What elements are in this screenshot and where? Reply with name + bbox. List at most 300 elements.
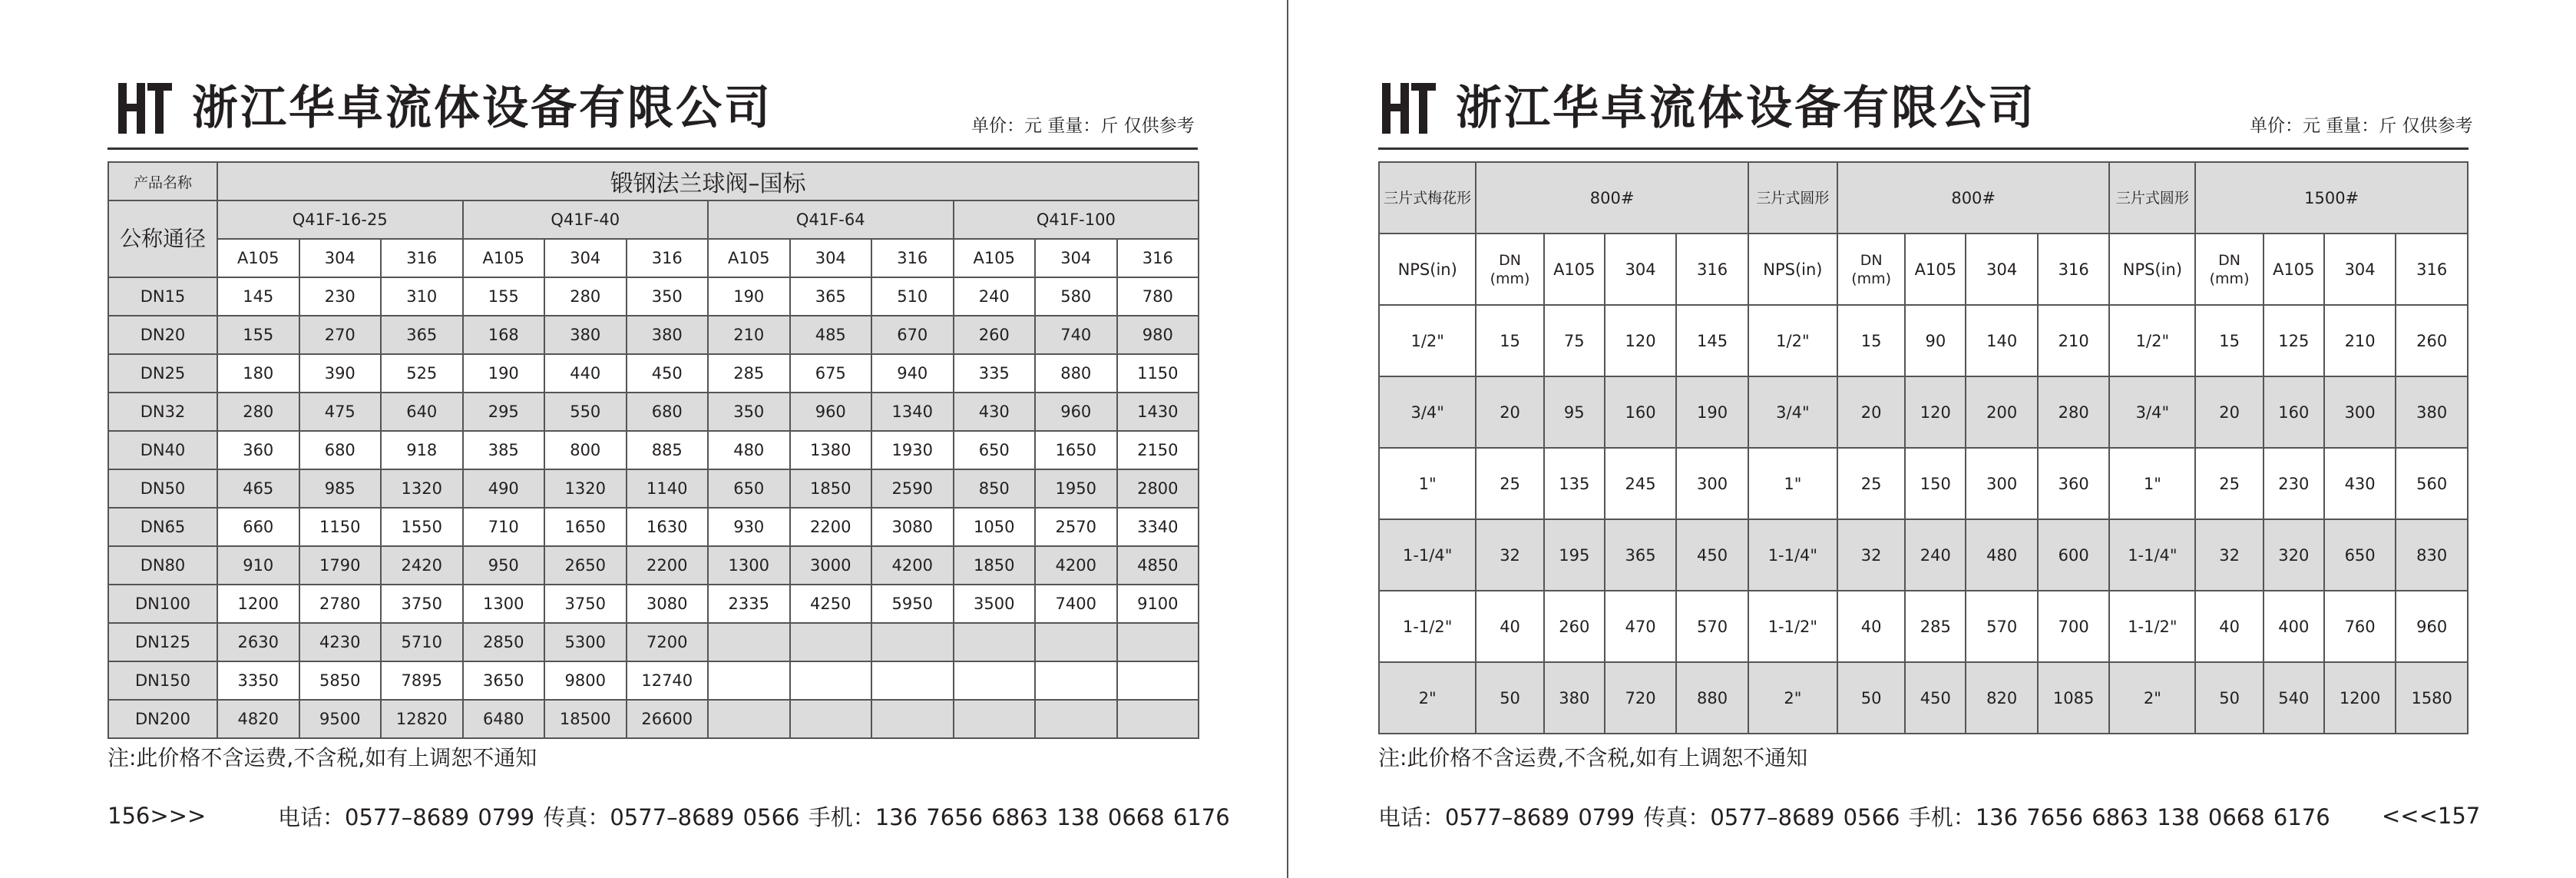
nominal-size-cell: DN65 <box>108 508 217 546</box>
price-cell: 2570 <box>1035 508 1117 546</box>
material-header: 316 <box>1676 234 1748 305</box>
price-cell: 5300 <box>544 623 627 661</box>
dn-cell: 50 <box>1837 662 1905 734</box>
nominal-size-cell: DN100 <box>108 585 217 623</box>
nps-cell: 3/4" <box>1379 376 1476 448</box>
price-cell: 670 <box>871 316 954 354</box>
price-cell: 230 <box>2264 448 2324 519</box>
model-row <box>108 200 1199 239</box>
price-cell: 540 <box>2264 662 2324 734</box>
material-header: 316 <box>1117 239 1199 277</box>
material-header: A105 <box>2264 234 2324 305</box>
price-cell: 320 <box>2264 519 2324 591</box>
price-cell: 5710 <box>381 623 463 661</box>
material-header: 316 <box>627 239 709 277</box>
price-cell: 480 <box>1966 519 2038 591</box>
material-header: 304 <box>544 239 627 277</box>
price-cell: 300 <box>2324 376 2396 448</box>
valve-type-label: 三片式圆形 <box>2109 162 2195 234</box>
price-cell: 430 <box>2324 448 2396 519</box>
price-cell <box>871 623 954 661</box>
dn-cell: 20 <box>1476 376 1543 448</box>
price-cell: 1300 <box>463 585 545 623</box>
price-cell: 465 <box>217 469 299 508</box>
price-cell: 1430 <box>1117 393 1199 431</box>
price-cell: 918 <box>381 431 463 469</box>
price-cell: 3650 <box>463 661 545 700</box>
price-cell: 850 <box>954 469 1036 508</box>
price-cell: 150 <box>1905 448 1966 519</box>
nps-cell: 3/4" <box>1748 376 1837 448</box>
price-cell: 570 <box>1676 591 1748 662</box>
price-cell: 260 <box>1544 591 1605 662</box>
price-cell: 1630 <box>627 508 709 546</box>
price-cell: 385 <box>463 431 545 469</box>
material-header: A105 <box>1905 234 1966 305</box>
nps-cell: 3/4" <box>2109 376 2195 448</box>
material-header: 304 <box>2324 234 2396 305</box>
price-cell: 135 <box>1544 448 1605 519</box>
price-cell: 430 <box>954 393 1036 431</box>
price-cell: 160 <box>2264 376 2324 448</box>
price-cell: 190 <box>1676 376 1748 448</box>
price-cell: 2630 <box>217 623 299 661</box>
price-cell: 580 <box>1035 277 1117 316</box>
price-cell: 4200 <box>871 546 954 585</box>
nps-header: NPS(in) <box>2109 234 2195 305</box>
price-cell: 120 <box>1905 376 1966 448</box>
nominal-size-cell: DN25 <box>108 354 217 393</box>
price-cell: 270 <box>299 316 382 354</box>
unit-note: 单价：元 重量：斤 仅供参考 <box>2250 116 2473 136</box>
material-header: A105 <box>954 239 1036 277</box>
price-cell: 3080 <box>627 585 709 623</box>
price-cell: 570 <box>1966 591 2038 662</box>
dn-cell: 15 <box>1476 305 1543 376</box>
dn-header: DN (mm) <box>1837 234 1905 305</box>
table-row <box>1379 591 2468 662</box>
material-header: 316 <box>871 239 954 277</box>
price-cell: 190 <box>463 354 545 393</box>
price-cell <box>871 661 954 700</box>
nominal-size-cell: DN20 <box>108 316 217 354</box>
table-row <box>108 661 1199 700</box>
nps-cell: 1/2" <box>1748 305 1837 376</box>
dn-cell: 50 <box>2195 662 2263 734</box>
material-header: 316 <box>381 239 463 277</box>
price-cell: 650 <box>708 469 790 508</box>
price-cell: 600 <box>2038 519 2110 591</box>
nominal-size-cell: DN40 <box>108 431 217 469</box>
price-cell: 230 <box>299 277 382 316</box>
price-cell: 160 <box>1605 376 1677 448</box>
price-cell: 240 <box>1905 519 1966 591</box>
model-header: Q41F-40 <box>463 200 709 239</box>
price-cell <box>790 661 872 700</box>
table-row <box>108 623 1199 661</box>
dn-cell: 32 <box>1476 519 1543 591</box>
contact-info: 电话：0577–8689 0799 传真：0577–8689 0566 手机：136 7656 6863 138 0668 6176 <box>1378 804 2330 830</box>
table-row <box>1379 376 2468 448</box>
nps-cell: 1/2" <box>2109 305 2195 376</box>
price-cell: 1320 <box>381 469 463 508</box>
table-row <box>1379 662 2468 734</box>
price-cell: 360 <box>2038 448 2110 519</box>
company-name: 浙江华卓流体设备有限公司 <box>192 81 772 135</box>
nps-cell: 1" <box>2109 448 2195 519</box>
price-cell: 2420 <box>381 546 463 585</box>
price-cell: 2590 <box>871 469 954 508</box>
price-cell: 155 <box>217 316 299 354</box>
price-cell: 3000 <box>790 546 872 585</box>
material-header: 304 <box>1605 234 1677 305</box>
dn-header: DN (mm) <box>2195 234 2263 305</box>
price-cell: 980 <box>1117 316 1199 354</box>
price-cell: 168 <box>463 316 545 354</box>
price-cell: 75 <box>1544 305 1605 376</box>
price-cell <box>1035 700 1117 738</box>
price-cell <box>871 700 954 738</box>
price-cell: 2200 <box>790 508 872 546</box>
price-cell: 140 <box>1966 305 2038 376</box>
price-cell: 4230 <box>299 623 382 661</box>
nps-cell: 1-1/4" <box>1379 519 1476 591</box>
price-note: 注:此价格不含运费,不含税,如有上调恕不通知 <box>1378 745 1808 770</box>
price-cell: 510 <box>871 277 954 316</box>
price-cell: 800 <box>544 431 627 469</box>
price-cell: 880 <box>1035 354 1117 393</box>
price-cell: 1550 <box>381 508 463 546</box>
price-cell: 310 <box>381 277 463 316</box>
price-cell: 210 <box>2324 305 2396 376</box>
price-cell: 470 <box>1605 591 1677 662</box>
price-cell: 710 <box>463 508 545 546</box>
nps-cell: 1-1/4" <box>1748 519 1837 591</box>
price-cell: 350 <box>627 277 709 316</box>
price-cell: 18500 <box>544 700 627 738</box>
pressure-class-header: 800# <box>1476 162 1748 234</box>
price-cell: 6480 <box>463 700 545 738</box>
dn-cell: 15 <box>1837 305 1905 376</box>
price-cell <box>954 700 1036 738</box>
price-cell: 12740 <box>627 661 709 700</box>
price-cell: 885 <box>627 431 709 469</box>
price-cell: 4200 <box>1035 546 1117 585</box>
price-cell: 1790 <box>299 546 382 585</box>
price-cell: 910 <box>217 546 299 585</box>
material-header: A105 <box>217 239 299 277</box>
dn-cell: 25 <box>1837 448 1905 519</box>
price-cell: 440 <box>544 354 627 393</box>
header-rule <box>1378 147 2469 150</box>
price-cell: 210 <box>2038 305 2110 376</box>
price-cell: 3350 <box>217 661 299 700</box>
price-cell <box>708 661 790 700</box>
price-cell: 1380 <box>790 431 872 469</box>
price-cell: 560 <box>2396 448 2468 519</box>
price-cell: 2650 <box>544 546 627 585</box>
material-header: A105 <box>463 239 545 277</box>
price-cell: 680 <box>299 431 382 469</box>
pressure-class-header: 1500# <box>2195 162 2468 234</box>
price-note: 注:此价格不含运费,不含税,如有上调恕不通知 <box>107 745 537 770</box>
price-cell <box>1035 661 1117 700</box>
price-cell: 3500 <box>954 585 1036 623</box>
material-row <box>108 239 1199 277</box>
price-cell: 120 <box>1605 305 1677 376</box>
price-cell <box>708 623 790 661</box>
nominal-size-cell: DN80 <box>108 546 217 585</box>
dn-cell: 20 <box>1837 376 1905 448</box>
price-cell: 195 <box>1544 519 1605 591</box>
price-cell: 380 <box>2396 376 2468 448</box>
table-row <box>108 585 1199 623</box>
price-cell: 1200 <box>2324 662 2396 734</box>
nps-header: NPS(in) <box>1379 234 1476 305</box>
model-header: Q41F-64 <box>708 200 954 239</box>
price-cell: 650 <box>2324 519 2396 591</box>
dn-cell: 32 <box>2195 519 2263 591</box>
price-cell: 145 <box>1676 305 1748 376</box>
nominal-size-cell: DN125 <box>108 623 217 661</box>
price-cell: 1950 <box>1035 469 1117 508</box>
nominal-size-cell: DN15 <box>108 277 217 316</box>
price-cell: 1930 <box>871 431 954 469</box>
price-cell: 240 <box>954 277 1036 316</box>
unit-note: 单价：元 重量：斤 仅供参考 <box>971 116 1195 136</box>
price-cell: 880 <box>1676 662 1748 734</box>
page-number: <<<157 <box>2382 803 2481 829</box>
material-header: 304 <box>790 239 872 277</box>
contact-info: 电话：0577–8689 0799 传真：0577–8689 0566 手机：136 7656 6863 138 0668 6176 <box>278 804 1230 830</box>
price-cell: 640 <box>381 393 463 431</box>
price-cell: 125 <box>2264 305 2324 376</box>
table-row <box>108 277 1199 316</box>
price-cell: 1085 <box>2038 662 2110 734</box>
nps-header: NPS(in) <box>1748 234 1837 305</box>
price-cell: 1850 <box>954 546 1036 585</box>
table-row <box>1379 305 2468 376</box>
price-cell: 960 <box>1035 393 1117 431</box>
price-cell: 280 <box>2038 376 2110 448</box>
price-cell <box>954 623 1036 661</box>
price-cell: 1150 <box>299 508 382 546</box>
material-header: 304 <box>1035 239 1117 277</box>
dn-cell: 40 <box>2195 591 2263 662</box>
table-row <box>1379 519 2468 591</box>
price-cell: 1200 <box>217 585 299 623</box>
price-cell: 485 <box>790 316 872 354</box>
model-header: Q41F-16-25 <box>217 200 463 239</box>
price-cell: 760 <box>2324 591 2396 662</box>
price-cell: 3340 <box>1117 508 1199 546</box>
price-cell: 3750 <box>381 585 463 623</box>
price-cell: 1150 <box>1117 354 1199 393</box>
company-name: 浙江华卓流体设备有限公司 <box>1456 81 2036 135</box>
price-cell: 820 <box>1966 662 2038 734</box>
column-header-row <box>1379 234 2468 305</box>
price-cell: 1320 <box>544 469 627 508</box>
price-cell: 2200 <box>627 546 709 585</box>
price-cell <box>1117 623 1199 661</box>
price-cell: 2800 <box>1117 469 1199 508</box>
price-cell: 390 <box>299 354 382 393</box>
price-cell: 550 <box>544 393 627 431</box>
price-cell: 700 <box>2038 591 2110 662</box>
price-cell: 720 <box>1605 662 1677 734</box>
price-cell <box>790 623 872 661</box>
price-cell <box>790 700 872 738</box>
nps-cell: 1" <box>1379 448 1476 519</box>
dn-cell: 40 <box>1476 591 1543 662</box>
table-row <box>108 700 1199 738</box>
price-cell: 400 <box>2264 591 2324 662</box>
price-cell: 2150 <box>1117 431 1199 469</box>
header-rule <box>107 147 1198 150</box>
price-cell <box>1117 700 1199 738</box>
price-cell: 335 <box>954 354 1036 393</box>
price-cell: 9500 <box>299 700 382 738</box>
price-cell: 285 <box>1905 591 1966 662</box>
nps-cell: 1" <box>1748 448 1837 519</box>
price-cell: 450 <box>1676 519 1748 591</box>
price-cell: 365 <box>1605 519 1677 591</box>
dn-cell: 50 <box>1476 662 1543 734</box>
price-cell: 300 <box>1966 448 2038 519</box>
price-cell: 960 <box>2396 591 2468 662</box>
price-cell: 780 <box>1117 277 1199 316</box>
nps-cell: 1-1/2" <box>1379 591 1476 662</box>
material-header: A105 <box>708 239 790 277</box>
dn-cell: 25 <box>1476 448 1543 519</box>
three-piece-valve-price-table <box>1378 161 2469 734</box>
price-cell: 1850 <box>790 469 872 508</box>
price-cell: 7400 <box>1035 585 1117 623</box>
price-cell: 660 <box>217 508 299 546</box>
price-cell: 4850 <box>1117 546 1199 585</box>
price-cell: 145 <box>217 277 299 316</box>
nps-cell: 2" <box>2109 662 2195 734</box>
price-cell: 3750 <box>544 585 627 623</box>
table-row <box>108 316 1199 354</box>
price-cell: 675 <box>790 354 872 393</box>
table-row <box>1379 448 2468 519</box>
title-row <box>108 162 1199 200</box>
price-cell: 1650 <box>544 508 627 546</box>
price-cell: 680 <box>627 393 709 431</box>
model-header: Q41F-100 <box>954 200 1199 239</box>
material-header: 304 <box>299 239 382 277</box>
price-cell <box>1117 661 1199 700</box>
price-cell: 2850 <box>463 623 545 661</box>
price-cell: 5850 <box>299 661 382 700</box>
material-header: A105 <box>1544 234 1605 305</box>
price-cell: 740 <box>1035 316 1117 354</box>
price-cell: 4820 <box>217 700 299 738</box>
table-title: 锻钢法兰球阀–国标 <box>217 162 1199 200</box>
company-logo-icon <box>115 78 175 137</box>
nps-cell: 1/2" <box>1379 305 1476 376</box>
price-cell: 200 <box>1966 376 2038 448</box>
price-cell: 1580 <box>2396 662 2468 734</box>
price-cell: 260 <box>2396 305 2468 376</box>
price-cell: 210 <box>708 316 790 354</box>
price-cell: 940 <box>871 354 954 393</box>
price-cell: 26600 <box>627 700 709 738</box>
price-cell: 280 <box>217 393 299 431</box>
right-page <box>1288 0 2576 878</box>
price-cell: 260 <box>954 316 1036 354</box>
price-cell: 365 <box>790 277 872 316</box>
price-cell: 830 <box>2396 519 2468 591</box>
price-cell: 155 <box>463 277 545 316</box>
product-name-label: 产品名称 <box>108 162 217 200</box>
price-cell: 650 <box>954 431 1036 469</box>
price-cell: 90 <box>1905 305 1966 376</box>
price-cell: 960 <box>790 393 872 431</box>
page-number: 156>>> <box>107 803 207 829</box>
price-cell: 490 <box>463 469 545 508</box>
price-cell <box>1035 623 1117 661</box>
price-cell: 475 <box>299 393 382 431</box>
price-cell: 9800 <box>544 661 627 700</box>
valve-type-label: 三片式梅花形 <box>1379 162 1476 234</box>
table-row <box>108 508 1199 546</box>
dn-cell: 15 <box>2195 305 2263 376</box>
price-cell: 300 <box>1676 448 1748 519</box>
material-header: 316 <box>2038 234 2110 305</box>
material-header: 304 <box>1966 234 2038 305</box>
price-cell: 7895 <box>381 661 463 700</box>
price-cell: 480 <box>708 431 790 469</box>
price-cell: 365 <box>381 316 463 354</box>
nps-cell: 2" <box>1379 662 1476 734</box>
price-cell: 930 <box>708 508 790 546</box>
price-cell: 3080 <box>871 508 954 546</box>
price-cell: 1140 <box>627 469 709 508</box>
price-cell: 5950 <box>871 585 954 623</box>
price-cell: 450 <box>1905 662 1966 734</box>
pressure-class-header: 800# <box>1837 162 2109 234</box>
table-row <box>108 546 1199 585</box>
nominal-size-cell: DN150 <box>108 661 217 700</box>
price-cell: 95 <box>1544 376 1605 448</box>
price-cell: 950 <box>463 546 545 585</box>
price-cell: 285 <box>708 354 790 393</box>
price-cell: 1050 <box>954 508 1036 546</box>
price-cell: 280 <box>544 277 627 316</box>
dn-cell: 40 <box>1837 591 1905 662</box>
price-cell: 9100 <box>1117 585 1199 623</box>
price-cell: 1300 <box>708 546 790 585</box>
price-cell: 190 <box>708 277 790 316</box>
price-cell: 2335 <box>708 585 790 623</box>
price-cell <box>708 700 790 738</box>
company-logo-icon <box>1379 78 1439 137</box>
table-row <box>108 354 1199 393</box>
price-cell: 450 <box>627 354 709 393</box>
price-cell: 350 <box>708 393 790 431</box>
price-cell: 1650 <box>1035 431 1117 469</box>
price-cell: 12820 <box>381 700 463 738</box>
price-cell: 2780 <box>299 585 382 623</box>
nominal-size-cell: DN200 <box>108 700 217 738</box>
nominal-size-cell: DN32 <box>108 393 217 431</box>
price-cell: 7200 <box>627 623 709 661</box>
price-cell <box>954 661 1036 700</box>
table-row <box>108 431 1199 469</box>
price-cell: 1340 <box>871 393 954 431</box>
